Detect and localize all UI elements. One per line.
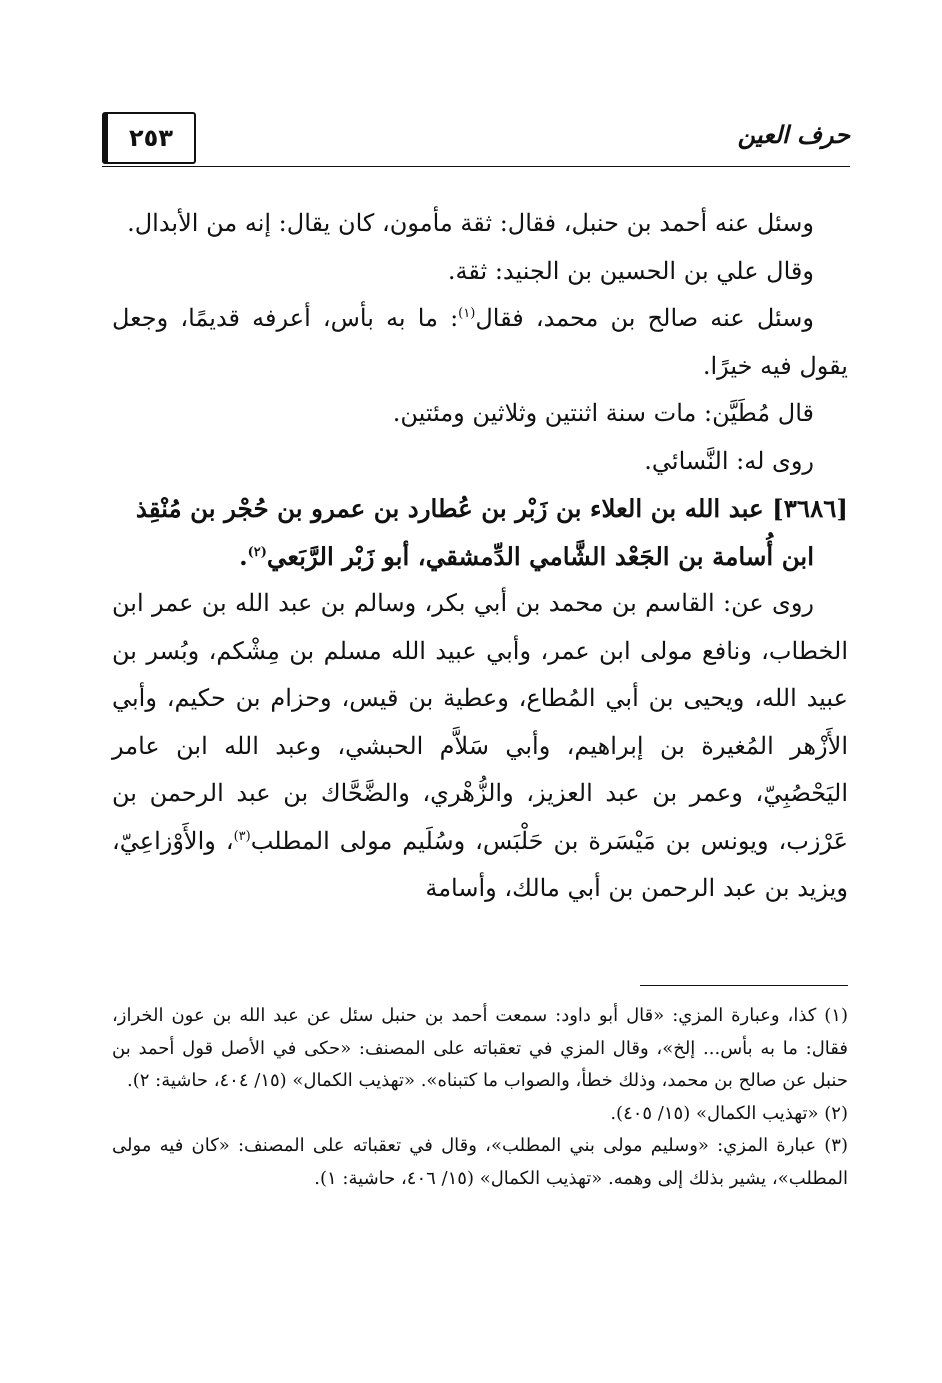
page-number: ٢٥٣: [129, 124, 173, 152]
entry-heading-line-1: [٣٦٨٦] عبد الله بن العلاء بن زَبْر بن عُطارد بن عمرو بن حُجْر بن مُنْقِذ: [135, 494, 848, 523]
paragraph-salih-text: وسئل عنه صالح بن محمد، فقال: [475, 304, 814, 332]
footnote-ref-1[interactable]: (١): [458, 306, 476, 321]
footnotes: [112, 1000, 848, 1195]
entry-heading-line-2: ابن أُسامة بن الجَعْد الشَّامي الدِّمشقي، أبو زَبْر الرَّبَعي: [266, 541, 814, 571]
running-title: حرف العين: [737, 120, 850, 149]
entry-heading: [112, 485, 848, 580]
footnote-1: [112, 1000, 848, 1098]
footnote-1-part-b: الأصل قول أحمد بن حنبل عن صالح بن محمد، وذلك خطأ، والصواب ما كتبناه». «تهذيب الكمال» (١٥/ ٤٠٤، حاشية: ٢).: [112, 1037, 848, 1091]
paragraph-mutayyan: قال مُطَيَّن: مات سنة اثنتين وثلاثين ومئتين.: [392, 399, 814, 427]
footnote-ref-3[interactable]: (٣): [233, 828, 251, 844]
entry-heading-line-2-wrap: [112, 533, 848, 581]
footnote-2: (٢) «تهذيب الكمال» (١٥/ ٤٠٥).: [610, 1102, 848, 1124]
main-text: [112, 200, 848, 913]
page-number-box: [102, 112, 196, 164]
page-header: [102, 112, 850, 172]
paragraph-ahmad: وسئل عنه أحمد بن حنبل، فقال: ثقة مأمون، كان يقال: إنه من الأبدال.: [127, 209, 814, 237]
footnote-1-part-a: (١) كذا، وعبارة المزي: «قال أبو داود: سمعت أحمد بن حنبل سئل عن عبد الله بن عون الخراز، فقال: ما به بأس... إلخ»، وقال المزي في تعقباته على المصنف: «حكى في: [112, 1005, 848, 1059]
footnote-ref-2[interactable]: (٢): [247, 544, 267, 560]
paragraph-salih-text-end: : ما به بأس، أعرفه قديمًا، وجعل يقول فيه خيرًا.: [112, 304, 848, 380]
narrators-list: روى عن: القاسم بن محمد بن أبي بكر، وسالم بن عبد الله بن عمر ابن الخطاب، ونافع مولى ابن عمر، وأبي عبيد الله مسلم بن مِشْكم، وبُسر بن عبيد الله، ويحيى بن أبي المُطاع، وعطية بن قيس، وحزام بن حكيم، وأبي الأَزْهر المُغيرة بن إبراهيم، وأبي سَلاَّم الحبشي، وعبد الله ابن عامر اليَحْصُبِيّ، وعمر بن عبد العزيز، والزُّهْري، والضَّحَّاك بن عبد الرحمن بن عَرْزب، ويونس بن مَيْسَرة بن حَلْبَس، وسُلَيم مولى المطلب: [112, 589, 848, 855]
paragraph-rawa-lahu: روى له: النَّسائي.: [644, 446, 814, 475]
paragraph-salih: [112, 295, 848, 390]
entry-heading-end: .: [239, 541, 248, 571]
footnote-3: (٣) عبارة المزي: «وسليم مولى بني المطلب»، وقال في تعقباته على المصنف: «كان فيه مولى المطلب»، يشير بذلك إلى وهمه. «تهذيب الكمال» (١٥/ ٤٠٦، حاشية: ١).: [112, 1135, 848, 1189]
narrators-list-end: ، والأَوْزاعِيّ، ويزيد بن عبد الرحمن بن أبي مالك، وأسامة: [112, 826, 848, 902]
header-rule: [102, 166, 850, 167]
paragraph-ali: وقال علي بن الحسين بن الجنيد: ثقة.: [447, 256, 814, 285]
paragraph-narrated-from: [112, 580, 848, 913]
footnote-separator: [640, 985, 848, 986]
